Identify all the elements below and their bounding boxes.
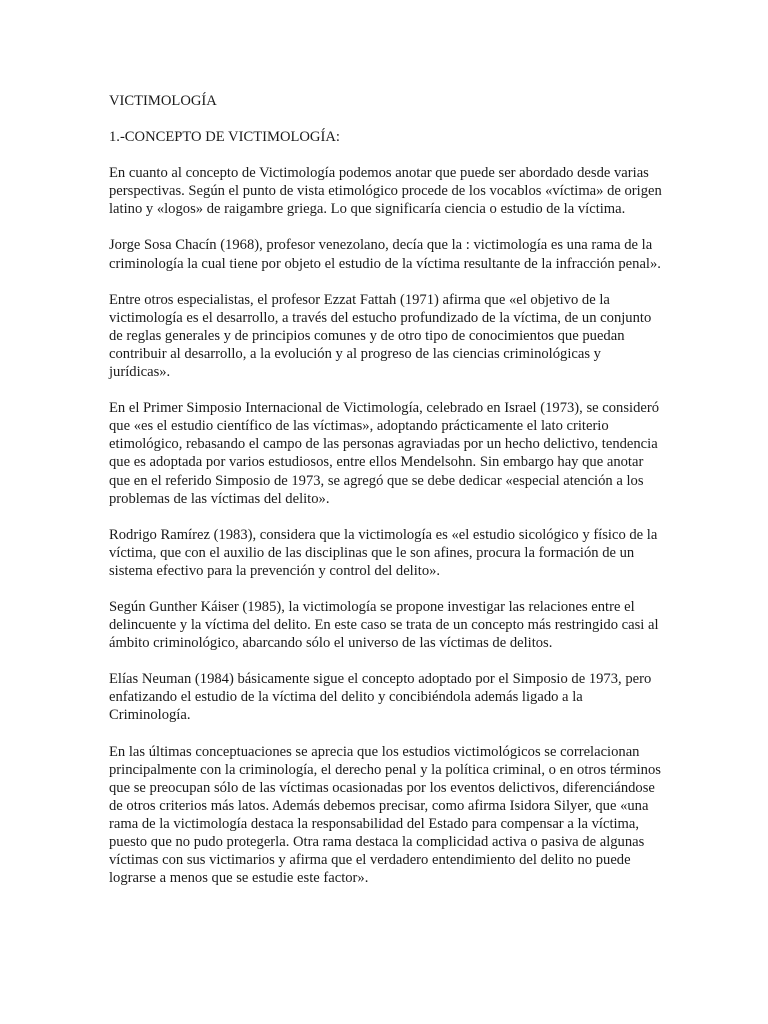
paragraph-conceptuaciones: En las últimas conceptuaciones se aprecia que los estudios victimológicos se correlacionan principalmente con la criminología, el derecho penal y la política criminal, o en otros términos que se preocupan sólo de las víctimas ocasionadas por los eventos delictivos, diferenciándose de otros criterios más latos. Además debemos precisar, como afirma Isidora Silyer, que «una rama de la victimología destaca la responsabilidad del Estado para compensar a la víctima, puesto que no pudo protegerla. Otra rama destaca la complicidad activa o pasiva de algunas víctimas con sus victimarios y afirma que el verdadero entendimiento del delito no puede lograrse a menos que se estudie este factor». bbox=[109, 743, 661, 887]
paragraph-fattah: Entre otros especialistas, el profesor Ezzat Fattah (1971) afirma que «el objetivo de la victimología es el desarrollo, a través del estucho profundizado de la víctima, de un conjunto de reglas generales y de principios comunes y de otro tipo de conocimientos que puedan contribuir al desarrollo, a la evolución y al progreso de las ciencias criminológicas y jurídicas». bbox=[109, 291, 652, 381]
paragraph-intro: En cuanto al concepto de Victimología podemos anotar que puede ser abordado desde varias perspectivas. Según el punto de vista etimológico procede de los vocablos «víctima» de origen latino y «logos» de raigambre griega. Lo que significaría ciencia o estudio de la víctima. bbox=[109, 165, 662, 218]
paragraph-neuman: Elías Neuman (1984) básicamente sigue el concepto adoptado por el Simposio de 1973, pero enfatizando el estudio de la víctima del delito y concibiéndola además ligado a la Criminología. bbox=[109, 671, 652, 724]
section-heading: 1.-CONCEPTO DE VICTIMOLOGÍA: bbox=[109, 129, 340, 146]
paragraph-ramirez: Rodrigo Ramírez (1983), considera que la victimología es «el estudio sicológico y físico de la víctima, que con el auxilio de las disciplinas que le son afines, procura la formación de un sistema efectivo para la prevención y control del delito». bbox=[109, 526, 658, 579]
paragraph-kaiser: Según Gunther Káiser (1985), la victimología se propone investigar las relaciones entre el delincuente y la víctima del delito. En este caso se trata de un concepto más restringido casi al ámbito criminológico, abarcando sólo el universo de las víctimas de delitos. bbox=[109, 598, 659, 652]
paragraph-sosa-chacin: Jorge Sosa Chacín (1968), profesor venezolano, decía que la : victimología es una rama de la criminología la cual tiene por objeto el estudio de la víctima resultante de la infracción penal». bbox=[109, 237, 661, 272]
document-title: VICTIMOLOGÍA bbox=[109, 93, 217, 109]
paragraph-simposio: En el Primer Simposio Internacional de Victimología, celebrado en Israel (1973), se consideró que «es el estudio científico de las víctimas», adoptando prácticamente el lato criterio etimológico, rebasando el campo de las personas agraviadas por un hecho delictivo, tendencia que es adoptada por varios estudiosos, entre ellos Mendelsohn. Sin embargo hay que anotar que en el referido Simposio de 1973, se agregó que se debe dedicar «especial atención a los problemas de las víctimas del delito». bbox=[109, 400, 660, 507]
document-content bbox=[109, 92, 664, 905]
